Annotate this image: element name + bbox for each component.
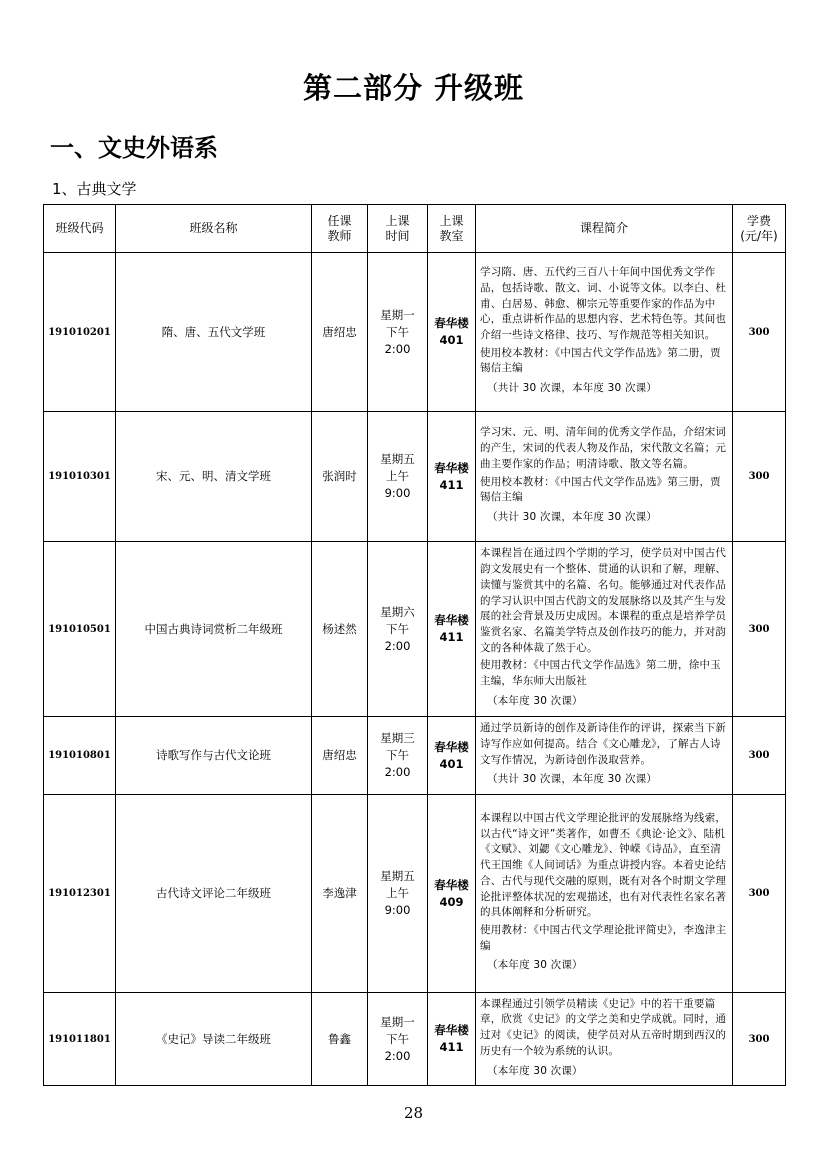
classroom: 春华楼 411 (428, 993, 476, 1086)
course-intro (476, 253, 733, 412)
session-note: （共计 30 次课，本年度 30 次课） (487, 382, 658, 395)
course-intro (476, 993, 733, 1086)
section-heading: 一、文史外语系 (50, 134, 218, 162)
classroom: 春华楼 401 (428, 717, 476, 795)
class-time: 星期六 下午 2:00 (368, 542, 428, 717)
tuition-fee: 300 (733, 717, 786, 795)
textbook-text: 使用教材：《中国古代文学理论批评简史》，李逸津主编 (480, 923, 727, 952)
tuition-fee: 300 (733, 993, 786, 1086)
textbook-text: 使用教材：《中国古代文学作品选》第二册，徐中玉主编，华东师大出版社 (480, 659, 721, 688)
table-row (44, 253, 786, 412)
class-time: 星期一 下午 2:00 (368, 253, 428, 412)
course-intro (476, 412, 733, 542)
intro-text: 本课程以中国古代文学理论批评的发展脉络为线索，以古代“诗文评”类著作，如曹丕《典论·论文》、陆机《文赋》、刘勰《文心雕龙》、钟嵘《诗品》，直至清代王国维《人间词话》为重点讲授内容。本着史论结合、古代与现代交融的原则，既有对各个时期文学理论批评整体状况的宏观描述，也有对代表性名家名著的具体阐释和分析研究。 (480, 811, 727, 919)
course-intro (476, 542, 733, 717)
table-row (44, 412, 786, 542)
class-name: 诗歌写作与古代文论班 (116, 717, 312, 795)
teacher-name: 唐绍忠 (312, 717, 368, 795)
textbook-text: 使用校本教材：《中国古代文学作品选》第二册，贾锡信主编 (480, 346, 721, 375)
course-intro (476, 717, 733, 795)
class-code: 191012301 (44, 795, 116, 993)
class-code: 191010801 (44, 717, 116, 795)
class-code: 191010501 (44, 542, 116, 717)
session-note: （本年度 30 次课） (487, 694, 583, 707)
class-time: 星期五 上午 9:00 (368, 795, 428, 993)
intro-text: 学习宋、元、明、清年间的优秀文学作品，介绍宋词的产生，宋词的代表人物及作品，宋代散文名篇；元曲主要作家的作品；明清诗歌、散文等名篇。 (480, 426, 727, 470)
header-fee: 学费 (元/年) (733, 205, 786, 253)
intro-text: 本课程旨在通过四个学期的学习，使学员对中国古代韵文发展史有一个整体、贯通的认识和了解，理解、读懂与鉴赏其中的名篇、名句。能够通过对代表作品的学习认识中国古代韵文的发展脉络以及其产生与发展的社会背景及历史成因。本课程的重点是培养学员鉴赏名家、名篇美学特点及创作技巧的能力，并对韵文的各种体裁了然于心。 (480, 547, 727, 654)
intro-text: 通过学员新诗的创作及新诗佳作的评讲，探索当下新诗写作应如何提高。结合《文心雕龙》，了解古人诗文写作情况，为新诗创作汲取营养。 (480, 722, 727, 766)
class-code: 191011801 (44, 993, 116, 1086)
header-code: 班级代码 (44, 205, 116, 253)
session-note: （本年度 30 次课） (487, 1064, 583, 1077)
subsection-heading: 1、古典文学 (52, 180, 137, 198)
intro-text: 本课程通过引领学员精读《史记》中的若干重要篇章，欣赏《史记》的文学之美和史学成就。同时，通过对《史记》的阅读，使学员对从五帝时期到西汉的历史有一个较为系统的认识。 (480, 997, 727, 1057)
class-code: 191010301 (44, 412, 116, 542)
page-number: 28 (403, 1104, 424, 1122)
classroom: 春华楼 409 (428, 795, 476, 993)
course-table (43, 204, 786, 1086)
classroom: 春华楼 411 (428, 412, 476, 542)
intro-text: 学习隋、唐、五代约三百八十年间中国优秀文学作品，包括诗歌、散文、词、小说等文体。以李白、杜甫、白居易、韩愈、柳宗元等重要作家的作品为中心，重点讲析作品的思想内容、艺术特色等。其间也介绍一些诗文格律、技巧、写作规范等相关知识。 (480, 266, 727, 341)
class-code: 191010201 (44, 253, 116, 412)
class-time: 星期五 上午 9:00 (368, 412, 428, 542)
header-intro: 课程简介 (476, 205, 733, 253)
header-teacher: 任课 教师 (312, 205, 368, 253)
class-name: 中国古典诗词赏析二年级班 (116, 542, 312, 717)
session-note: （本年度 30 次课） (487, 959, 583, 972)
teacher-name: 张润时 (312, 412, 368, 542)
class-name: 古代诗文评论二年级班 (116, 795, 312, 993)
session-note: （共计 30 次课，本年度 30 次课） (487, 773, 658, 786)
page-title: 第二部分 升级班 (302, 71, 525, 105)
teacher-name: 杨述然 (312, 542, 368, 717)
tuition-fee: 300 (733, 412, 786, 542)
class-time: 星期三 下午 2:00 (368, 717, 428, 795)
class-name: 《史记》导读二年级班 (116, 993, 312, 1086)
table-row (44, 795, 786, 993)
class-time: 星期一 下午 2:00 (368, 993, 428, 1086)
tuition-fee: 300 (733, 795, 786, 993)
class-name: 宋、元、明、清文学班 (116, 412, 312, 542)
table-row (44, 993, 786, 1086)
session-note: （共计 30 次课，本年度 30 次课） (487, 510, 658, 523)
header-room: 上课 教室 (428, 205, 476, 253)
textbook-text: 使用校本教材：《中国古代文学作品选》第三册，贾锡信主编 (480, 475, 721, 504)
teacher-name: 鲁鑫 (312, 993, 368, 1086)
header-time: 上课 时间 (368, 205, 428, 253)
classroom: 春华楼 401 (428, 253, 476, 412)
table-row (44, 542, 786, 717)
table-header-row (44, 205, 786, 253)
classroom: 春华楼 411 (428, 542, 476, 717)
course-intro (476, 795, 733, 993)
table-row (44, 717, 786, 795)
teacher-name: 李逸津 (312, 795, 368, 993)
teacher-name: 唐绍忠 (312, 253, 368, 412)
tuition-fee: 300 (733, 253, 786, 412)
header-name: 班级名称 (116, 205, 312, 253)
class-name: 隋、唐、五代文学班 (116, 253, 312, 412)
tuition-fee: 300 (733, 542, 786, 717)
